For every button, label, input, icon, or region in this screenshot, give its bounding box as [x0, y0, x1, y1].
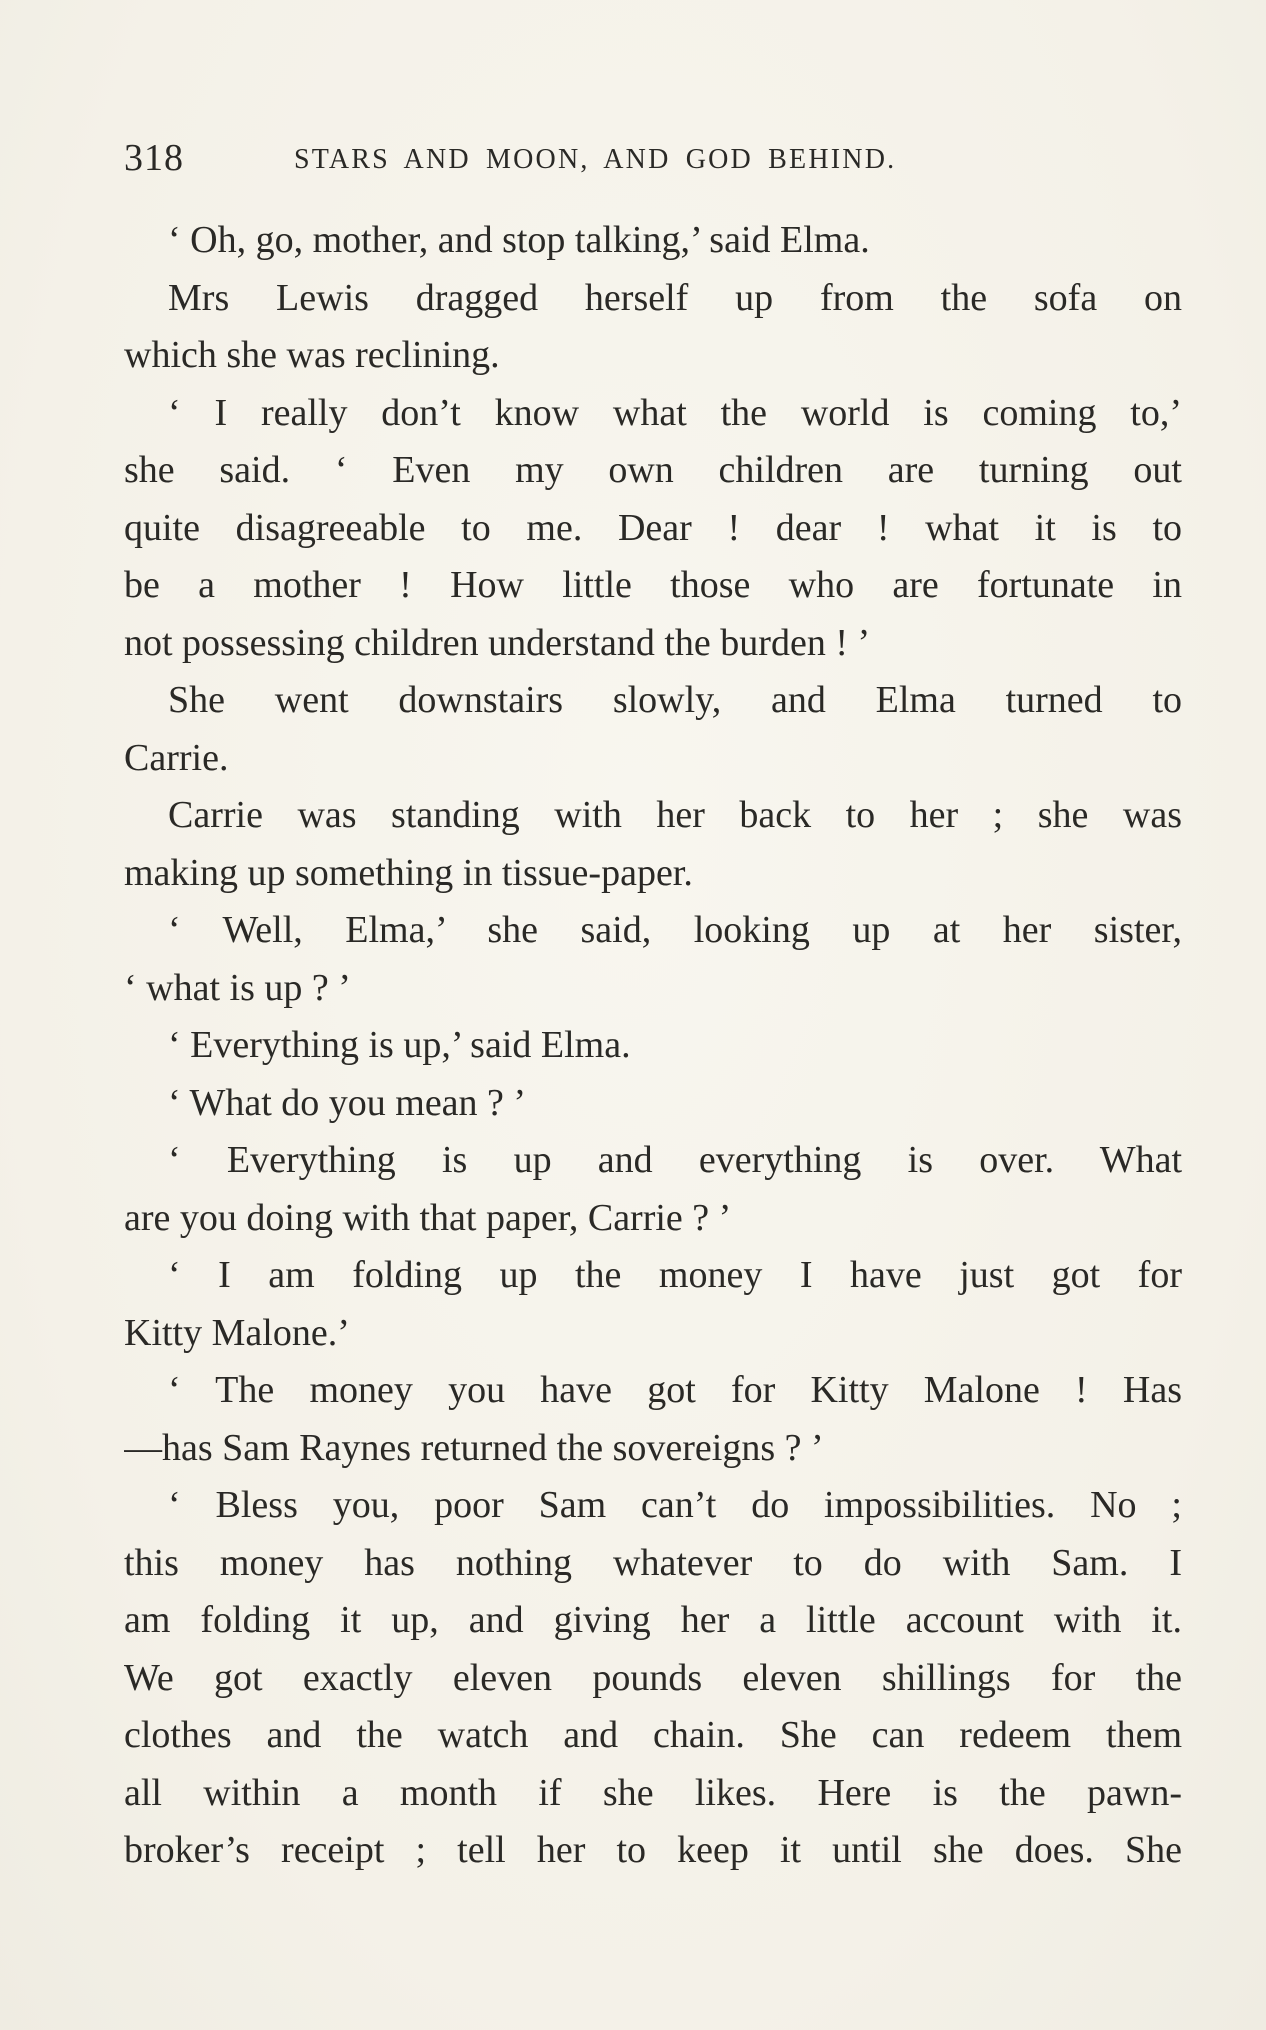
text-line: ‘ What do you mean ? ’ [168, 1081, 527, 1124]
page-header [124, 136, 1144, 180]
text-line: ‘ The money you have got for Kitty Malone ! Has [168, 1369, 1182, 1411]
text-line: which she was reclining. [124, 334, 500, 376]
text-line: be a mother ! How little those who are fortunate in [124, 564, 1182, 606]
page-number: 318 [124, 137, 184, 179]
text-line: —has Sam Raynes returned the sovereigns ? ’ [124, 1426, 824, 1469]
text-line: ‘ I am folding up the money I have just got for [168, 1254, 1182, 1296]
text-line: ‘ Oh, go, mother, and stop talking,’ said Elma. [168, 219, 870, 261]
text-line: ‘ Bless you, poor Sam can’t do impossibilities. No ; [168, 1484, 1182, 1526]
text-line: am folding it up, and giving her a little account with it. [124, 1599, 1182, 1641]
text-line: clothes and the watch and chain. She can redeem them [124, 1714, 1182, 1756]
text-line: ‘ I really don’t know what the world is coming to,’ [168, 391, 1182, 434]
text-line: Mrs Lewis dragged herself up from the sofa on [168, 276, 1182, 319]
text-line: are you doing with that paper, Carrie ? ’ [124, 1196, 732, 1239]
body-text [124, 212, 1182, 1880]
text-line: quite disagreeable to me. Dear ! dear ! what it is to [124, 506, 1182, 549]
text-line: We got exactly eleven pounds eleven shillings for the [124, 1656, 1182, 1699]
text-line: she said. ‘ Even my own children are turning out [124, 449, 1182, 491]
text-line: ‘ Well, Elma,’ she said, looking up at her sister, [168, 909, 1182, 951]
text-line: ‘ Everything is up and everything is over. What [168, 1139, 1182, 1181]
text-line: broker’s receipt ; tell her to keep it until she does. She [124, 1829, 1182, 1871]
text-line: She went downstairs slowly, and Elma turned to [168, 679, 1182, 721]
text-line: Carrie. [124, 736, 229, 779]
text-line: ‘ what is up ? ’ [124, 966, 351, 1009]
text-line: not possessing children understand the burden ! ’ [124, 621, 871, 664]
text-line: making up something in tissue-paper. [124, 851, 693, 894]
text-line: all within a month if she likes. Here is the pawn- [124, 1771, 1182, 1814]
text-line: Carrie was standing with her back to her ; she was [168, 794, 1182, 836]
running-head: STARS AND MOON, AND GOD BEHIND. [294, 144, 897, 175]
text-line: Kitty Malone.’ [124, 1311, 350, 1354]
text-line: ‘ Everything is up,’ said Elma. [168, 1024, 631, 1066]
text-line: this money has nothing whatever to do with Sam. I [124, 1541, 1182, 1584]
